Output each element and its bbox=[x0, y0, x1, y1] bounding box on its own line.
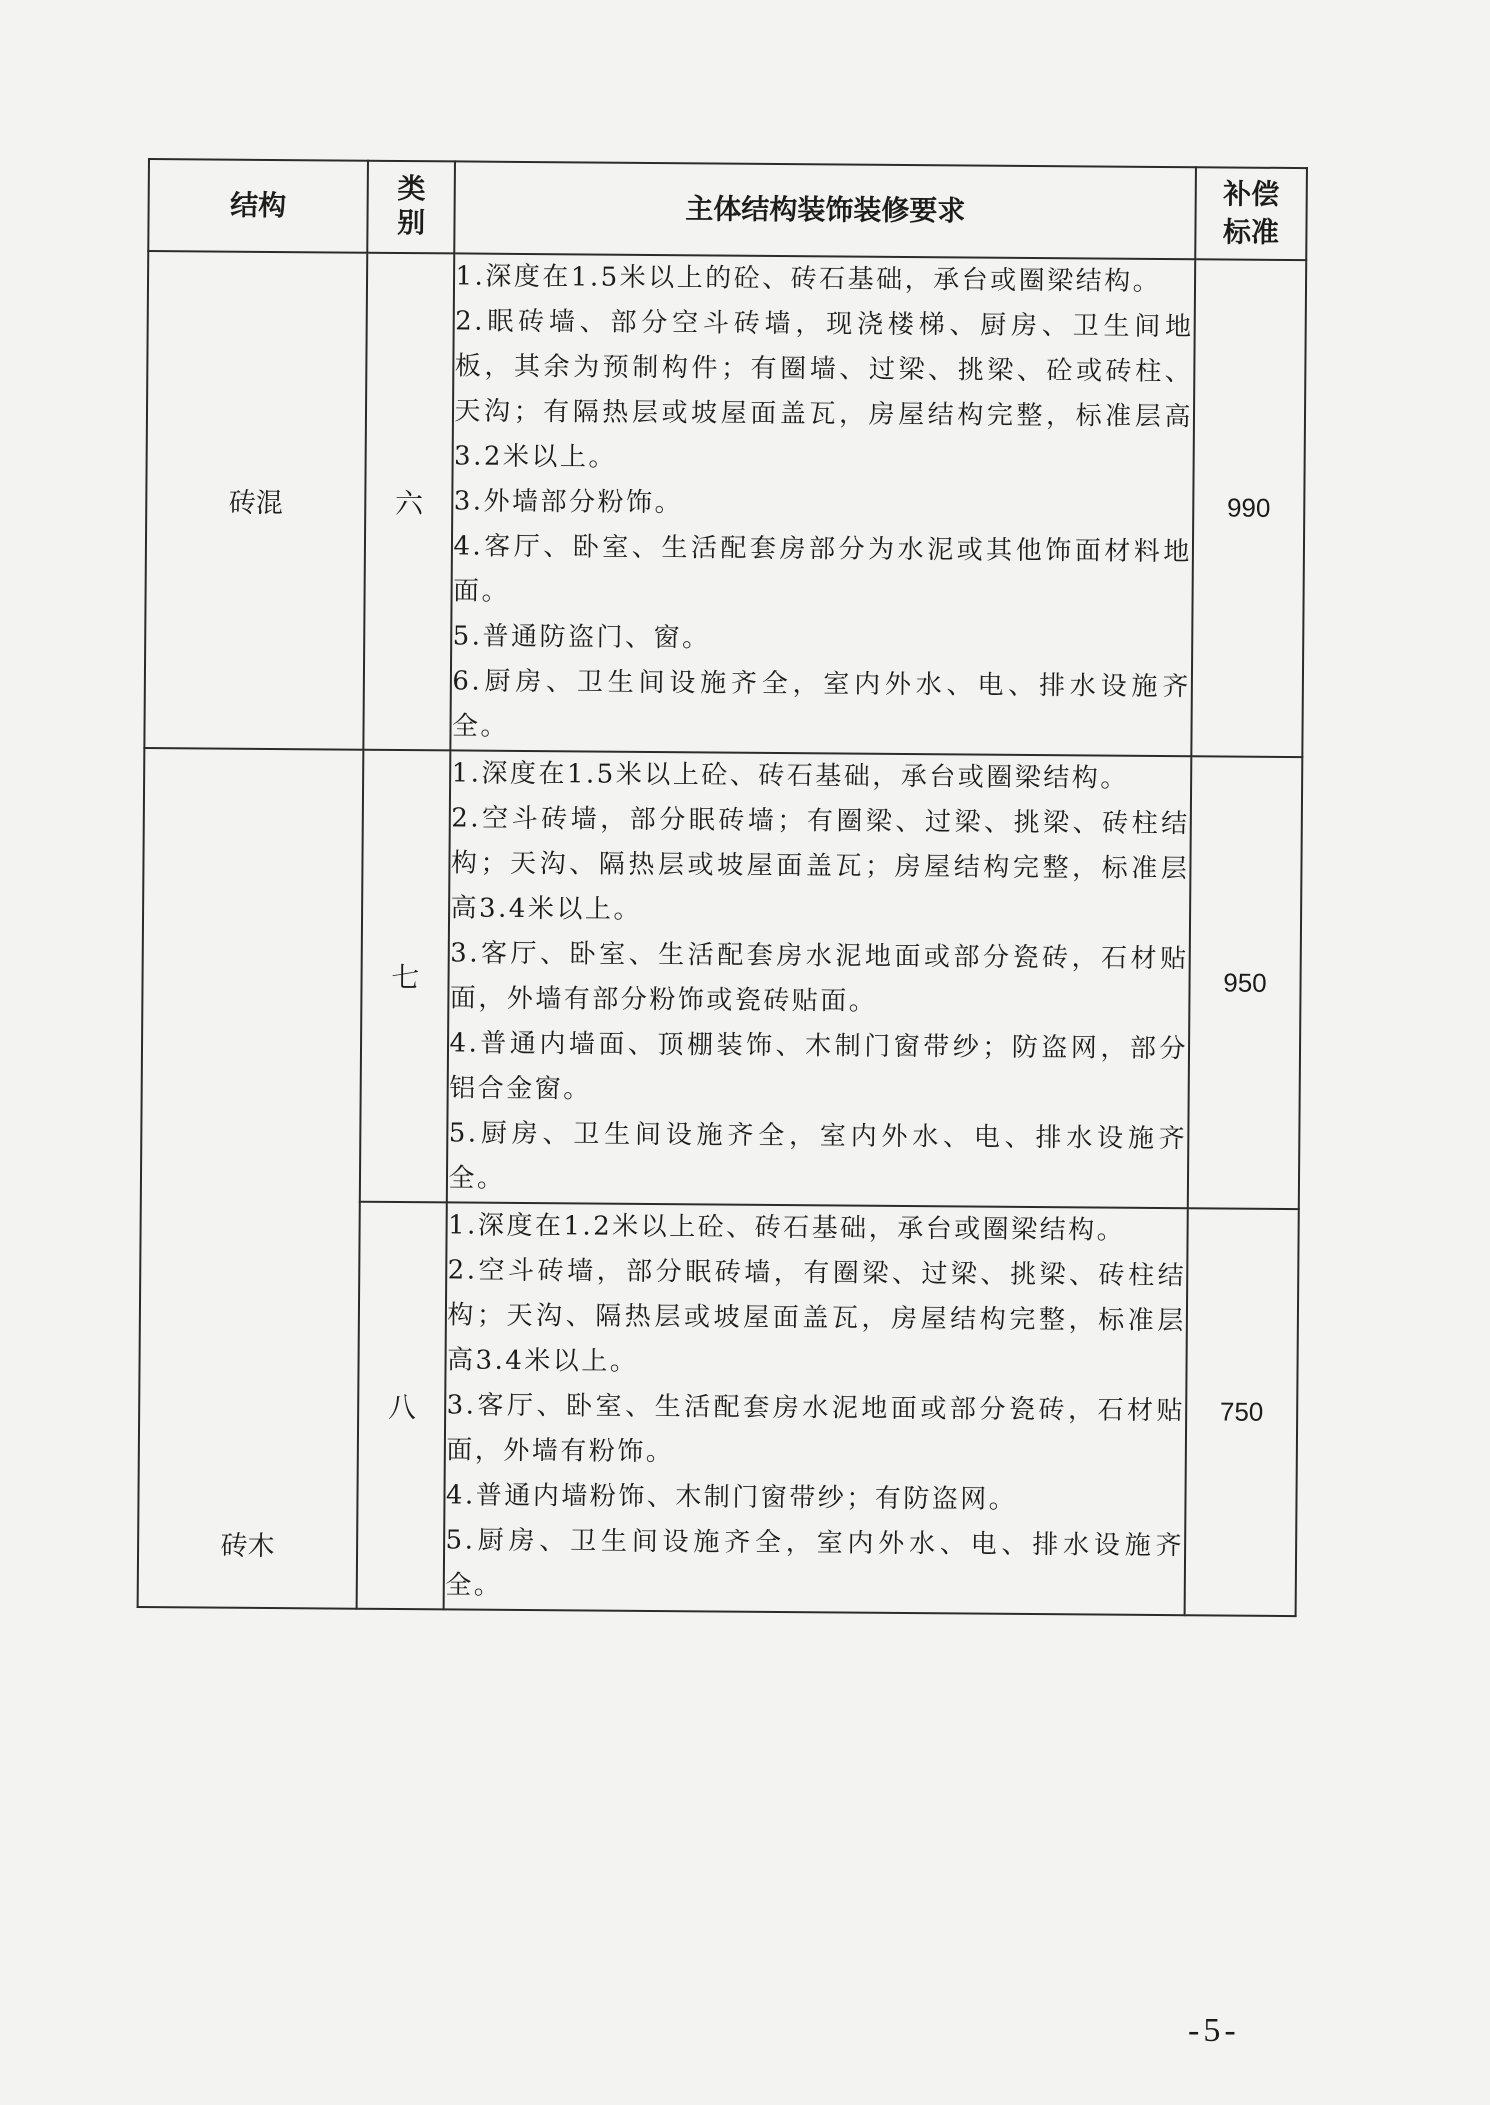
requirement-item: 1.深度在1.5米以上的砼、砖石基础，承台或圈梁结构。 bbox=[455, 261, 1162, 297]
requirement-item: 4.客厅、卧室、生活配套房部分为水泥或其他饰面材料地面。 bbox=[452, 531, 1192, 607]
requirements-cell bbox=[444, 1202, 1188, 1615]
requirement-item: 1.深度在1.5米以上砼、砖石基础，承台或圈梁结构。 bbox=[451, 758, 1129, 794]
requirement-item: 4.普通内墙面、顶棚装饰、木制门窗带纱；防盗网，部分铝合金窗。 bbox=[449, 1028, 1189, 1105]
category-cell: 七 bbox=[360, 750, 451, 1203]
structure-label: 砖木 bbox=[220, 1530, 275, 1563]
requirements-cell bbox=[447, 750, 1191, 1208]
requirements-cell bbox=[451, 253, 1195, 756]
requirement-item: 2.空斗砖墙，部分眠砖墙；有圈梁、过梁、挑梁、砖柱结构；天沟、隔热层或坡屋面盖瓦；房屋结构完整，标准层高3.4米以上。 bbox=[450, 803, 1190, 925]
compensation-cell: 950 bbox=[1188, 756, 1303, 1209]
category-cell: 八 bbox=[357, 1202, 448, 1610]
compensation-cell: 750 bbox=[1184, 1208, 1298, 1616]
requirement-item: 5.厨房、卫生间设施齐全，室内外水、电、排水设施齐全。 bbox=[445, 1525, 1185, 1601]
requirement-item: 6.厨房、卫生间设施齐全，室内外水、电、排水设施齐全。 bbox=[451, 666, 1191, 742]
requirement-item: 5.厨房、卫生间设施齐全，室内外水、电、排水设施齐全。 bbox=[448, 1118, 1188, 1194]
requirement-item: 5.普通防盗门、窗。 bbox=[452, 621, 711, 654]
requirement-item: 1.深度在1.2米以上砼、砖石基础，承台或圈梁结构。 bbox=[447, 1210, 1126, 1246]
table-row bbox=[141, 748, 1303, 1209]
header-requirements: 主体结构装饰装修要求 bbox=[455, 161, 1196, 259]
structure-cell bbox=[138, 748, 364, 1609]
header-structure: 结构 bbox=[148, 159, 368, 253]
compensation-cell: 990 bbox=[1191, 259, 1306, 757]
table-row bbox=[144, 251, 1306, 757]
structure-cell bbox=[144, 251, 367, 750]
requirement-item: 4.普通内墙粉饰、木制门窗带纱；有防盗网。 bbox=[445, 1480, 1018, 1515]
requirement-item: 3.外墙部分粉饰。 bbox=[453, 486, 684, 519]
page-number: -5- bbox=[1188, 2012, 1240, 2049]
category-cell: 六 bbox=[363, 253, 454, 751]
requirement-item: 3.客厅、卧室、生活配套房水泥地面或部分瓷砖，石材贴面，外墙有粉饰。 bbox=[446, 1390, 1186, 1468]
requirement-item: 2.眠砖墙、部分空斗砖墙，现浇楼梯、厨房、卫生间地板，其余为预制构件；有圈墙、过梁、挑梁、砼或砖柱、天沟；有隔热层或坡屋面盖瓦，房屋结构完整，标准层高3.2米以上。 bbox=[454, 306, 1194, 473]
table-header-row bbox=[148, 159, 1307, 260]
header-category: 类别 bbox=[367, 161, 455, 254]
compensation-standard-table bbox=[137, 158, 1308, 1617]
requirement-item: 3.客厅、卧室、生活配套房水泥地面或部分瓷砖，石材贴面，外墙有部分粉饰或瓷砖贴面。 bbox=[449, 938, 1189, 1017]
header-compensation: 补偿标准 bbox=[1195, 167, 1307, 260]
structure-label: 砖混 bbox=[228, 487, 283, 520]
requirement-item: 2.空斗砖墙，部分眠砖墙，有圈梁、过梁、挑梁、砖柱结构；天沟、隔热层或坡屋面盖瓦，房屋结构完整，标准层高3.4米以上。 bbox=[446, 1255, 1187, 1377]
